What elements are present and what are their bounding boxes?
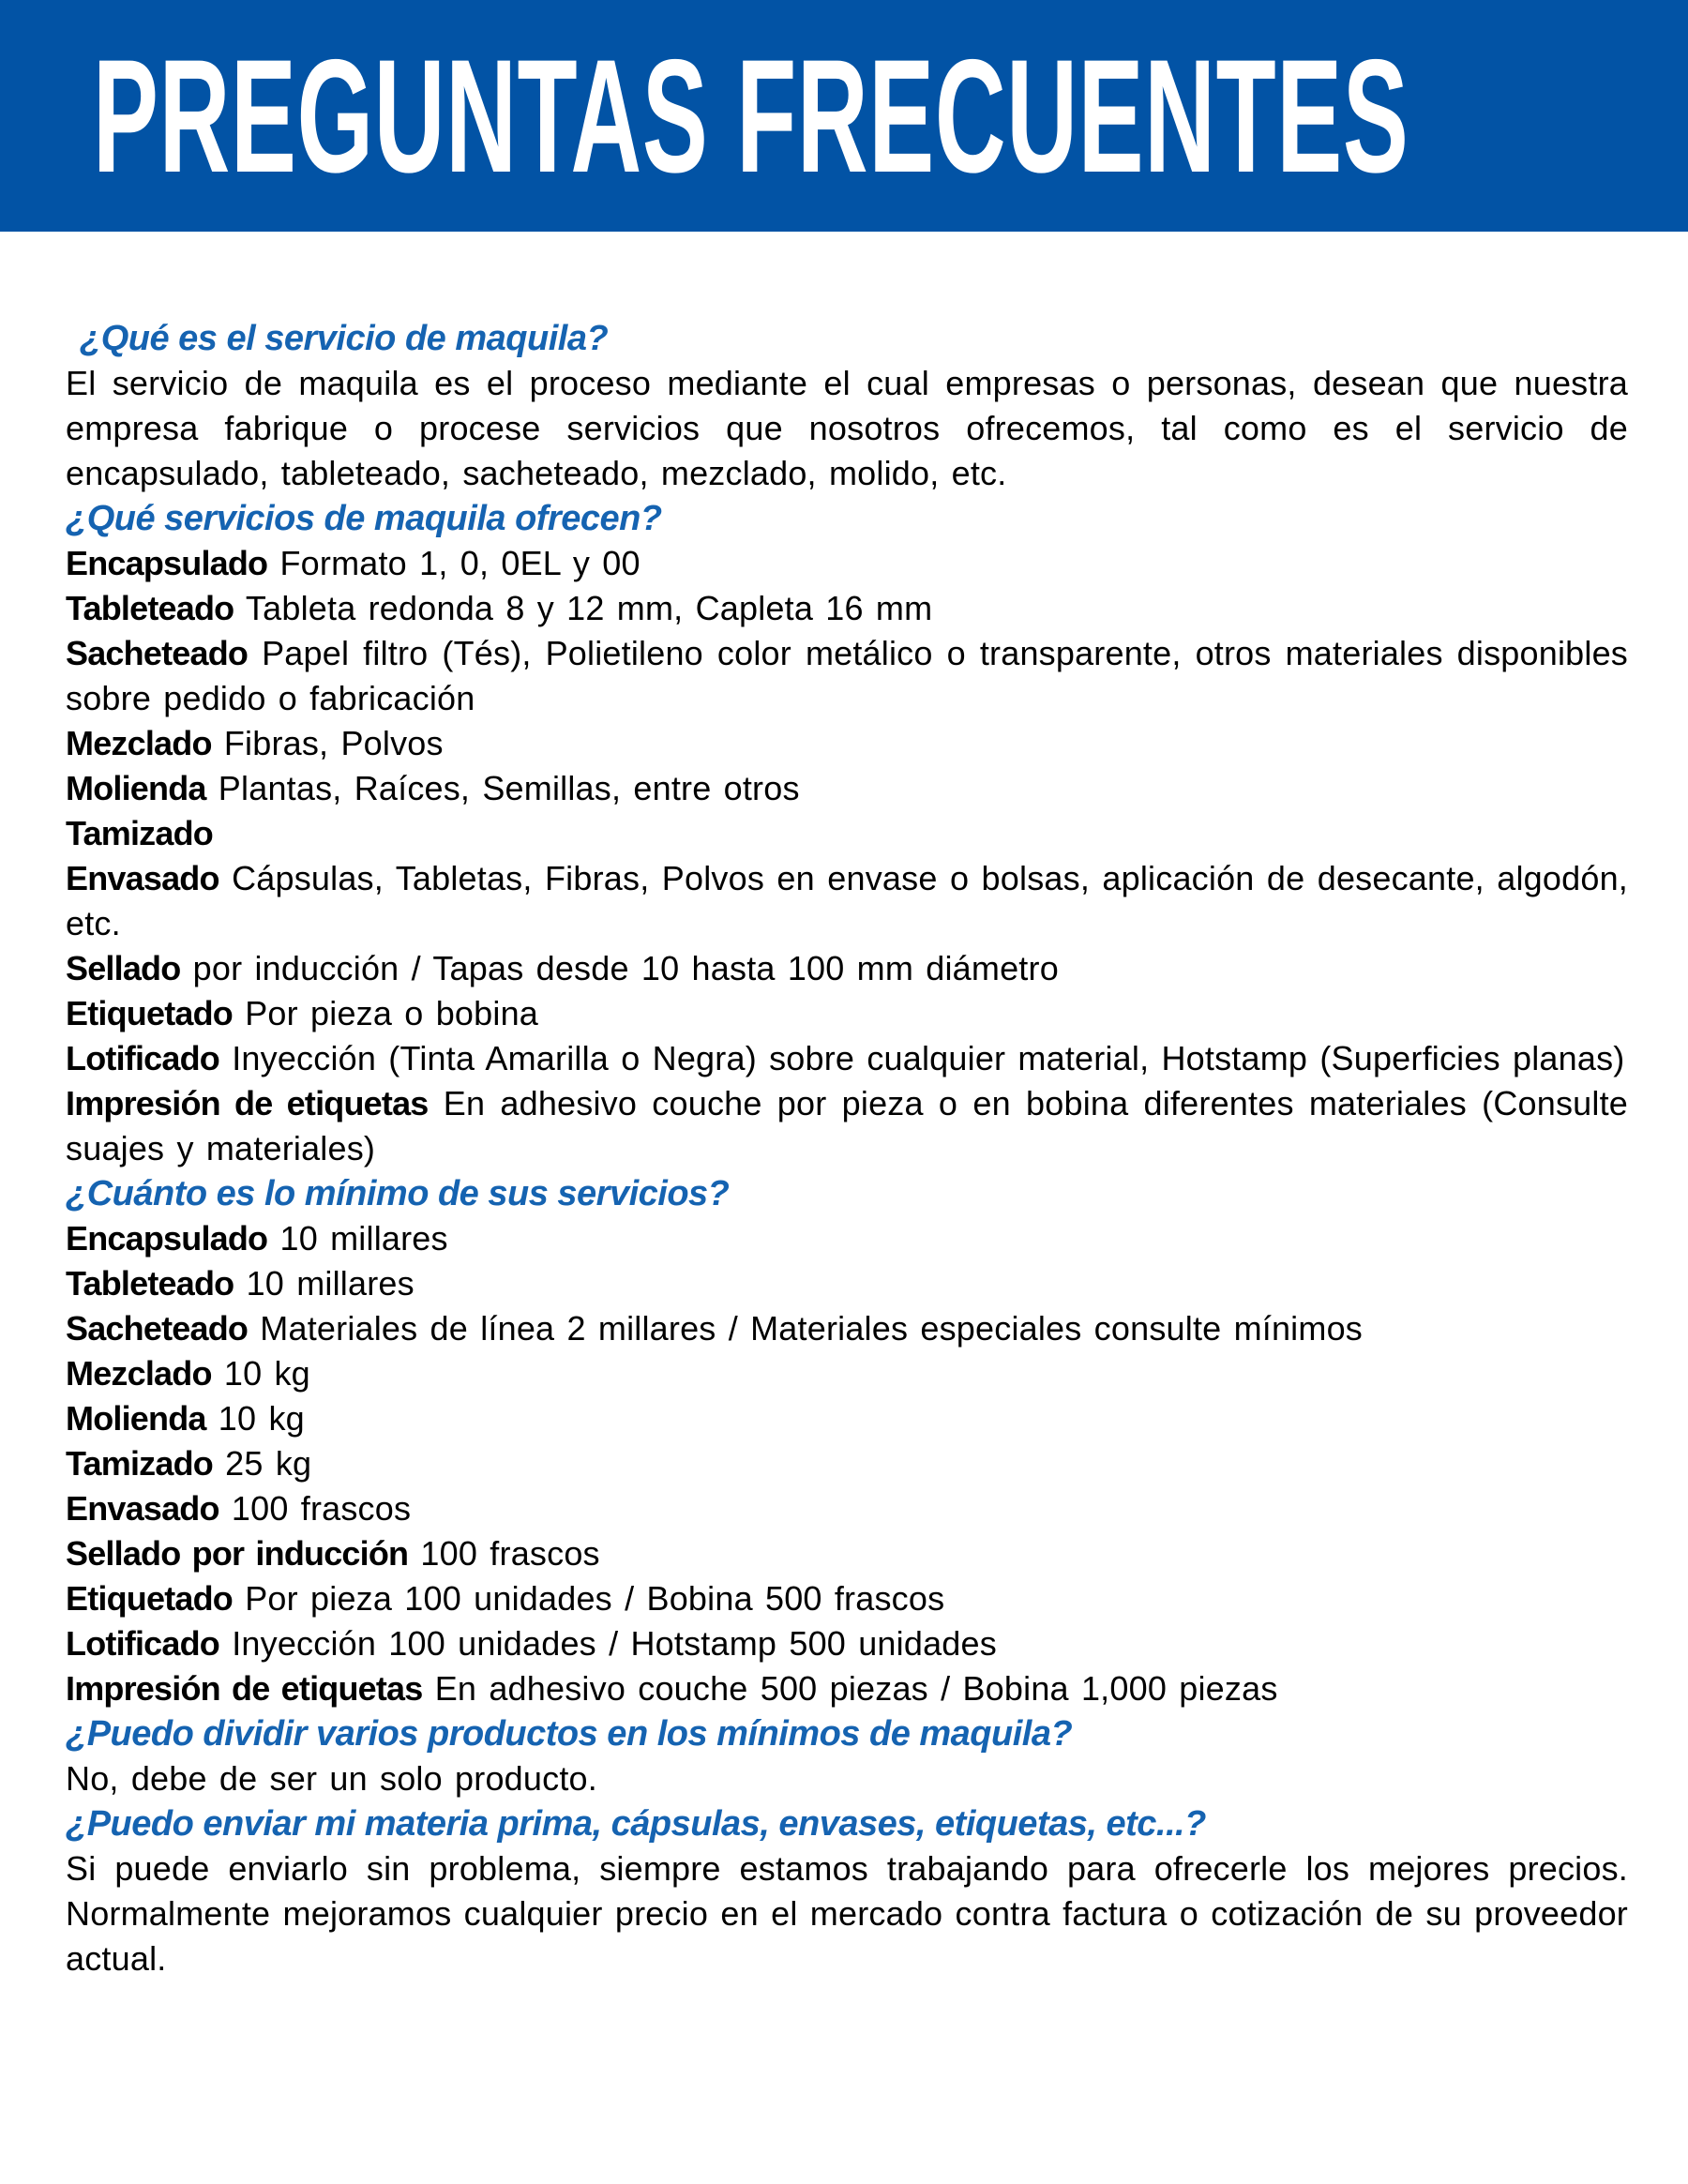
faq-term: Mezclado (66, 724, 212, 762)
faq-text: Tableta redonda 8 y 12 mm, Capleta 16 mm (234, 589, 933, 627)
faq-answer (66, 856, 1628, 946)
faq-term: Tableteado (66, 589, 234, 627)
faq-text: 10 millares (234, 1264, 414, 1303)
faq-term: Tamizado (66, 814, 213, 852)
faq-term: Tableteado (66, 1264, 234, 1303)
faq-answer (66, 361, 1628, 496)
faq-question: ¿Qué es el servicio de maquila? (80, 319, 609, 358)
faq-text: En adhesivo couche 500 piezas / Bobina 1,000 piezas (422, 1669, 1278, 1708)
faq-term: Tamizado (66, 1444, 213, 1483)
faq-term: Impresión de etiquetas (66, 1669, 423, 1708)
faq-answer (66, 1441, 1628, 1486)
faq-text: Por pieza o bobina (233, 994, 539, 1032)
faq-term: Sellado (66, 949, 181, 987)
faq-answer (66, 541, 1628, 586)
faq-answer (66, 1036, 1628, 1081)
faq-term: Envasado (66, 1489, 219, 1528)
faq-text: El servicio de maquila es el proceso mediante el cual empresas o personas, desean que nuestra empresa fabrique o procese servicios que nosotros ofrecemos, tal como es el servicio de encapsulado, tableteado, sacheteado, mezclado, molido, etc. (66, 364, 1628, 492)
faq-answer (66, 991, 1628, 1036)
faq-text: Papel filtro (Tés), Polietileno color metálico o transparente, otros materiales disponibles sobre pedido o fabricación (66, 634, 1628, 717)
faq-question: ¿Qué servicios de maquila ofrecen? (66, 499, 662, 538)
faq-term: Molienda (66, 769, 206, 807)
faq-answer (66, 1351, 1628, 1396)
faq-term: Molienda (66, 1399, 206, 1438)
faq-answer (66, 1261, 1628, 1306)
faq-term: Encapsulado (66, 544, 268, 582)
faq-answer (66, 946, 1628, 991)
faq-answer (66, 1846, 1628, 1981)
faq-text: En adhesivo couche por pieza o en bobina diferentes materiales (Consulte suajes y materiales) (66, 1084, 1629, 1167)
faq-text: Inyección 100 unidades / Hotstamp 500 unidades (219, 1624, 997, 1663)
faq-text: 10 millares (267, 1219, 448, 1258)
faq-term: Sacheteado (66, 634, 249, 672)
faq-answer (66, 1531, 1628, 1576)
faq-answer (66, 1576, 1628, 1621)
faq-text: Por pieza 100 unidades / Bobina 500 frascos (233, 1579, 945, 1618)
faq-answer (66, 1081, 1628, 1171)
faq-text: 25 kg (212, 1444, 312, 1483)
faq-content (0, 232, 1688, 1981)
faq-text: 10 kg (211, 1354, 310, 1393)
faq-text: por inducción / Tapas desde 10 hasta 100 mm diámetro (180, 949, 1059, 987)
faq-text: Inyección (Tinta Amarilla o Negra) sobre cualquier material, Hotstamp (Superficies planas) (219, 1039, 1625, 1077)
faq-answer (66, 1486, 1628, 1531)
faq-term: Mezclado (66, 1354, 212, 1393)
faq-answer (66, 721, 1628, 766)
faq-answer (66, 1216, 1628, 1261)
faq-text: Formato 1, 0, 0EL y 00 (267, 544, 641, 582)
faq-answer (66, 586, 1628, 631)
page-title-heading (93, 25, 1688, 206)
faq-text: 100 frascos (219, 1489, 412, 1528)
faq-term: Sellado por inducción (66, 1534, 409, 1573)
faq-term: Lotificado (66, 1039, 219, 1077)
faq-text: Fibras, Polvos (211, 724, 444, 762)
faq-term: Encapsulado (66, 1219, 268, 1258)
faq-answer (66, 631, 1628, 721)
faq-text: Materiales de línea 2 millares / Materiales especiales consulte mínimos (248, 1309, 1363, 1348)
faq-answer (66, 1666, 1628, 1711)
page-header-banner (0, 0, 1688, 232)
faq-text: Si puede enviarlo sin problema, siempre estamos trabajando para ofrecerle los mejores precios. Normalmente mejoramos cualquier precio en el mercado contra factura o cotización de su proveedor actual. (66, 1849, 1628, 1978)
faq-answer (66, 1756, 1628, 1801)
faq-answer (66, 1306, 1628, 1351)
faq-question: ¿Cuánto es lo mínimo de sus servicios? (66, 1174, 730, 1213)
faq-answer (66, 1621, 1628, 1666)
faq-question: ¿Puedo enviar mi materia prima, cápsulas, envases, etiquetas, etc...? (66, 1804, 1206, 1844)
faq-term: Etiquetado (66, 1579, 233, 1618)
faq-term: Etiquetado (66, 994, 233, 1032)
faq-question: ¿Puedo dividir varios productos en los mínimos de maquila? (66, 1714, 1073, 1754)
faq-answer (66, 766, 1628, 811)
faq-term: Lotificado (66, 1624, 219, 1663)
faq-answer (66, 1396, 1628, 1441)
faq-text: 100 frascos (408, 1534, 600, 1573)
faq-text: Plantas, Raíces, Semillas, entre otros (205, 769, 800, 807)
faq-term: Sacheteado (66, 1309, 249, 1348)
faq-term: Impresión de etiquetas (66, 1084, 429, 1122)
page-title: PREGUNTAS FRECUENTES (93, 25, 1409, 206)
faq-text: 10 kg (205, 1399, 305, 1438)
faq-term: Envasado (66, 859, 219, 897)
faq-text: No, debe de ser un solo producto. (66, 1759, 597, 1798)
faq-list (66, 316, 1628, 1981)
faq-answer (66, 811, 1628, 856)
faq-text: Cápsulas, Tabletas, Fibras, Polvos en envase o bolsas, aplicación de desecante, algodón, etc. (66, 859, 1628, 942)
